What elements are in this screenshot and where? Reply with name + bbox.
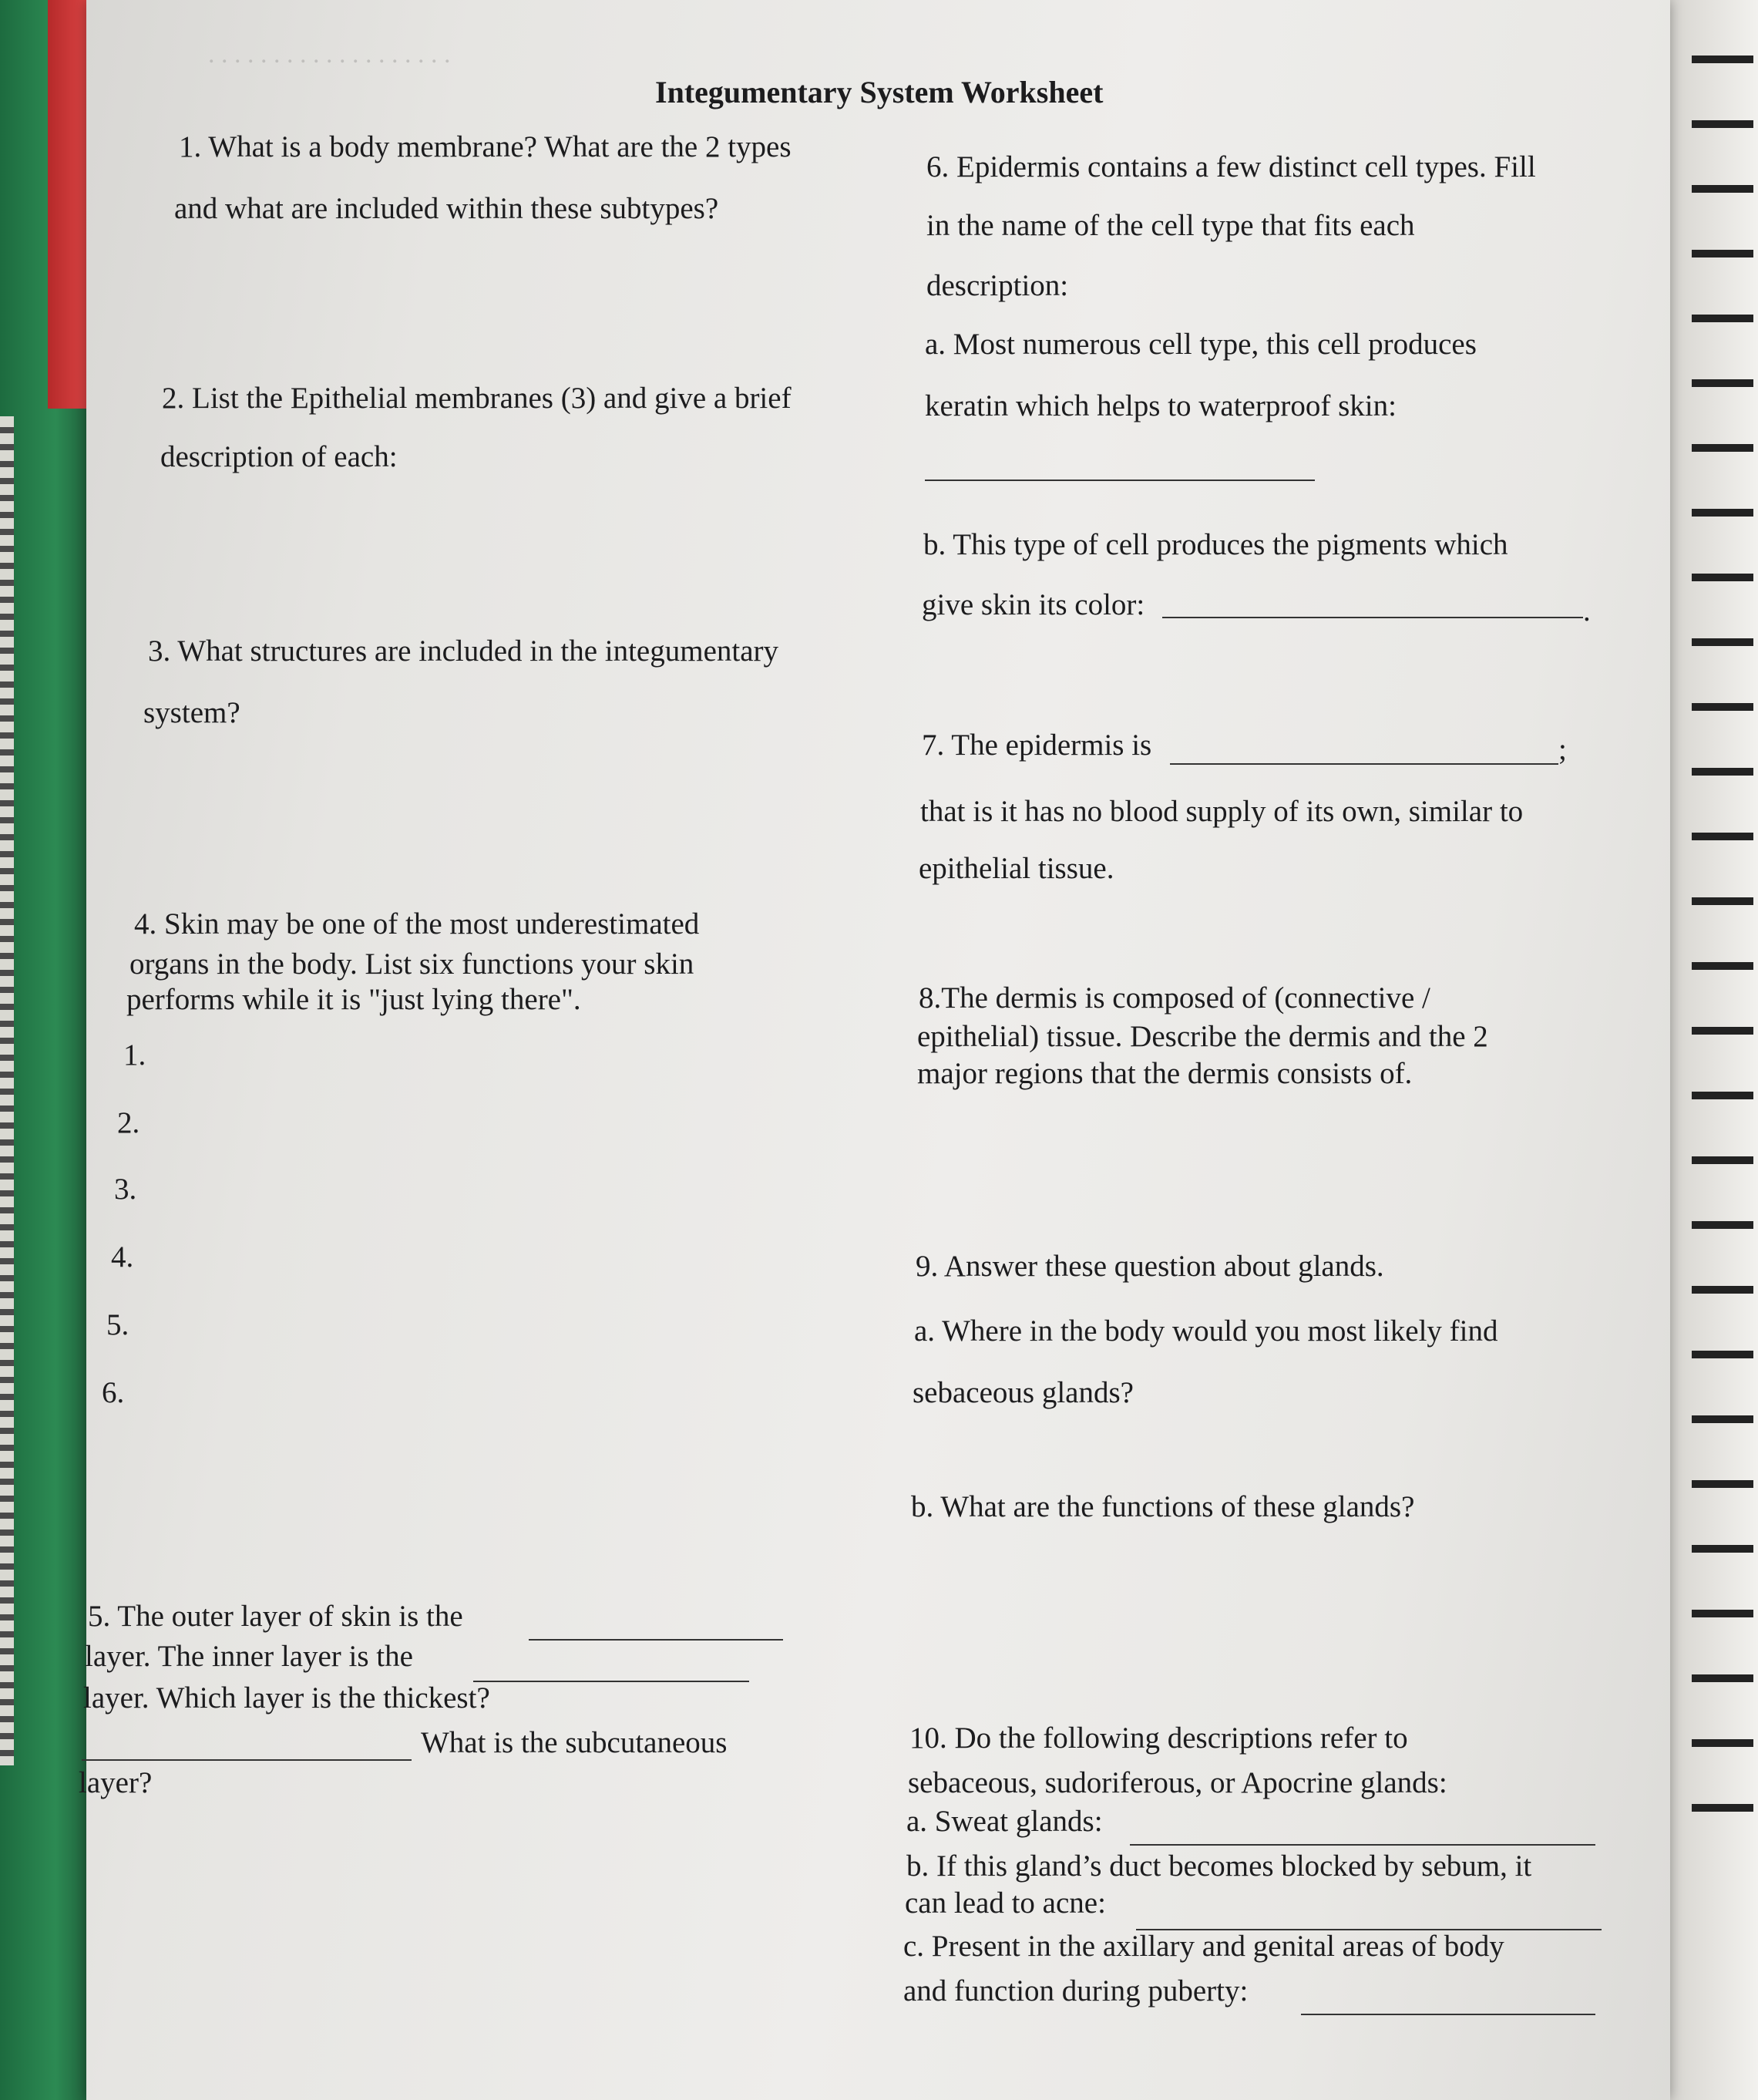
q5-line3: layer. Which layer is the thickest?: [83, 1681, 490, 1715]
q4-line1: 4. Skin may be one of the most underestimated: [134, 907, 700, 941]
q10-line1: 10. Do the following descriptions refer to: [909, 1721, 1408, 1755]
q6b-period: .: [1583, 594, 1591, 628]
q5-inner-layer-blank[interactable]: [473, 1681, 749, 1682]
q4-item-3: 3.: [114, 1173, 137, 1206]
q2-line2: description of each:: [160, 440, 398, 473]
q6a-answer-blank[interactable]: [925, 480, 1315, 481]
q10-line2: sebaceous, sudoriferous, or Apocrine glands:: [908, 1766, 1447, 1799]
q3-line2: system?: [143, 696, 240, 729]
q5-line4: What is the subcutaneous: [421, 1726, 728, 1759]
q6-line2: in the name of the cell type that fits each: [926, 209, 1415, 242]
q6-line3: description:: [926, 269, 1069, 302]
q9-line1: 9. Answer these question about glands.: [916, 1250, 1384, 1283]
q2-line1: 2. List the Epithelial membranes (3) and give a brief: [162, 382, 792, 415]
q5-line1: 5. The outer layer of skin is the: [88, 1600, 463, 1633]
q5-outer-layer-blank[interactable]: [529, 1639, 783, 1641]
q6a-line1: a. Most numerous cell type, this cell produces: [925, 328, 1477, 361]
q1-line1: 1. What is a body membrane? What are the 2 types: [179, 130, 792, 163]
q4-item-6: 6.: [102, 1376, 125, 1409]
worksheet-title: Integumentary System Worksheet: [655, 75, 1104, 109]
q5-line5: layer?: [79, 1766, 153, 1799]
q10a-answer-blank[interactable]: [1130, 1844, 1595, 1846]
bleed-through-text: . . . . . . . . . . . . . . . . . . .: [208, 40, 451, 69]
q6a-line2: keratin which helps to waterproof skin:: [925, 389, 1397, 422]
q7-answer-blank[interactable]: [1170, 763, 1558, 765]
q10b-line2: can lead to acne:: [905, 1886, 1106, 1920]
q9a-line1: a. Where in the body would you most likely find: [914, 1314, 1498, 1348]
q4-item-1: 1.: [123, 1038, 146, 1072]
q10b-line1: b. If this gland’s duct becomes blocked by sebum, it: [906, 1849, 1532, 1883]
q8-line3: major regions that the dermis consists of.: [917, 1057, 1413, 1090]
q10a-line: a. Sweat glands:: [906, 1805, 1103, 1838]
q5-line2: layer. The inner layer is the: [85, 1640, 413, 1673]
q4-item-5: 5.: [106, 1308, 129, 1341]
q7-line3: epithelial tissue.: [919, 852, 1114, 885]
q4-item-4: 4.: [111, 1240, 134, 1274]
q6b-line1: b. This type of cell produces the pigments which: [923, 528, 1508, 561]
q8-line2: epithelial) tissue. Describe the dermis and the 2: [917, 1020, 1488, 1053]
q10c-line1: c. Present in the axillary and genital areas of body: [903, 1930, 1504, 1963]
q10c-line2: and function during puberty:: [903, 1974, 1249, 2007]
q4-line2: organs in the body. List six functions your skin: [129, 947, 694, 981]
q4-item-2: 2.: [117, 1106, 140, 1139]
q4-line3: performs while it is "just lying there".: [126, 983, 581, 1016]
q3-line1: 3. What structures are included in the integumentary: [148, 634, 779, 668]
q7-line2: that is it has no blood supply of its own, similar to: [920, 795, 1524, 828]
q6-line1: 6. Epidermis contains a few distinct cell types. Fill: [926, 150, 1536, 183]
q7-semicolon: ;: [1558, 733, 1567, 766]
q8-line1: 8.The dermis is composed of (connective /: [919, 981, 1430, 1015]
q10c-answer-blank[interactable]: [1301, 2014, 1595, 2015]
q1-line2: and what are included within these subtypes?: [174, 192, 719, 225]
q5-thickest-layer-blank[interactable]: [82, 1759, 412, 1761]
q6b-line2: give skin its color:: [922, 588, 1145, 621]
q7-line1: 7. The epidermis is: [922, 729, 1152, 762]
q9a-line2: sebaceous glands?: [913, 1376, 1134, 1409]
q6b-answer-blank[interactable]: [1162, 617, 1583, 618]
q9b-line1: b. What are the functions of these glands?: [911, 1490, 1415, 1523]
